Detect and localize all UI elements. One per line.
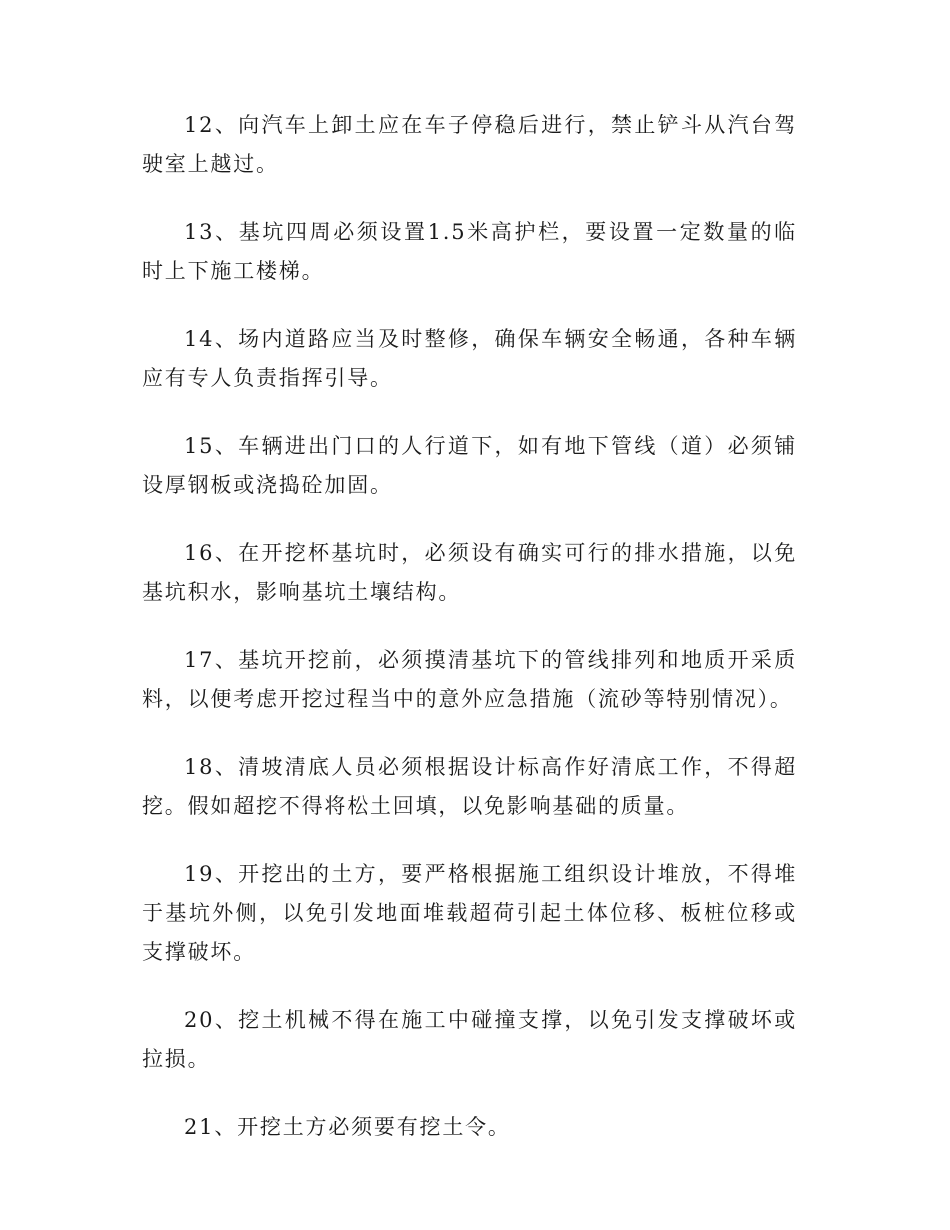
- paragraph-17: 17、基坑开挖前，必须摸清基坑下的管线排列和地质开采质料，以便考虑开挖过程当中的意外应急措施（流砂等特别情况）。: [142, 648, 797, 711]
- paragraph-21: 21、开挖土方必须要有挖土令。: [184, 1115, 511, 1139]
- paragraph-19: 19、开挖出的土方，要严格根据施工组织设计堆放，不得堆于基坑外侧，以免引发地面堆载超荷引起土体位移、板桩位移或支撑破坏。: [142, 862, 797, 964]
- paragraph-12: 12、向汽车上卸土应在车子停稳后进行，禁止铲斗从汽台驾驶室上越过。: [142, 113, 797, 176]
- paragraph-18: 18、清坡清底人员必须根据设计标高作好清底工作，不得超挖。假如超挖不得将松土回填，以免影响基础的质量。: [142, 755, 797, 818]
- paragraph-15: 15、车辆进出门口的人行道下，如有地下管线（道）必须铺设厚钢板或浇捣砼加固。: [142, 434, 797, 497]
- paragraph-13: 13、基坑四周必须设置1.5米高护栏，要设置一定数量的临时上下施工楼梯。: [142, 220, 797, 283]
- paragraph-16: 16、在开挖杯基坑时，必须设有确实可行的排水措施，以免基坑积水，影响基坑土壤结构。: [142, 541, 797, 604]
- document-body: [142, 106, 797, 1176]
- paragraph-20: 20、挖土机械不得在施工中碰撞支撑，以免引发支撑破坏或拉损。: [142, 1008, 797, 1071]
- paragraph-14: 14、场内道路应当及时整修，确保车辆安全畅通，各种车辆应有专人负责指挥引导。: [142, 327, 797, 390]
